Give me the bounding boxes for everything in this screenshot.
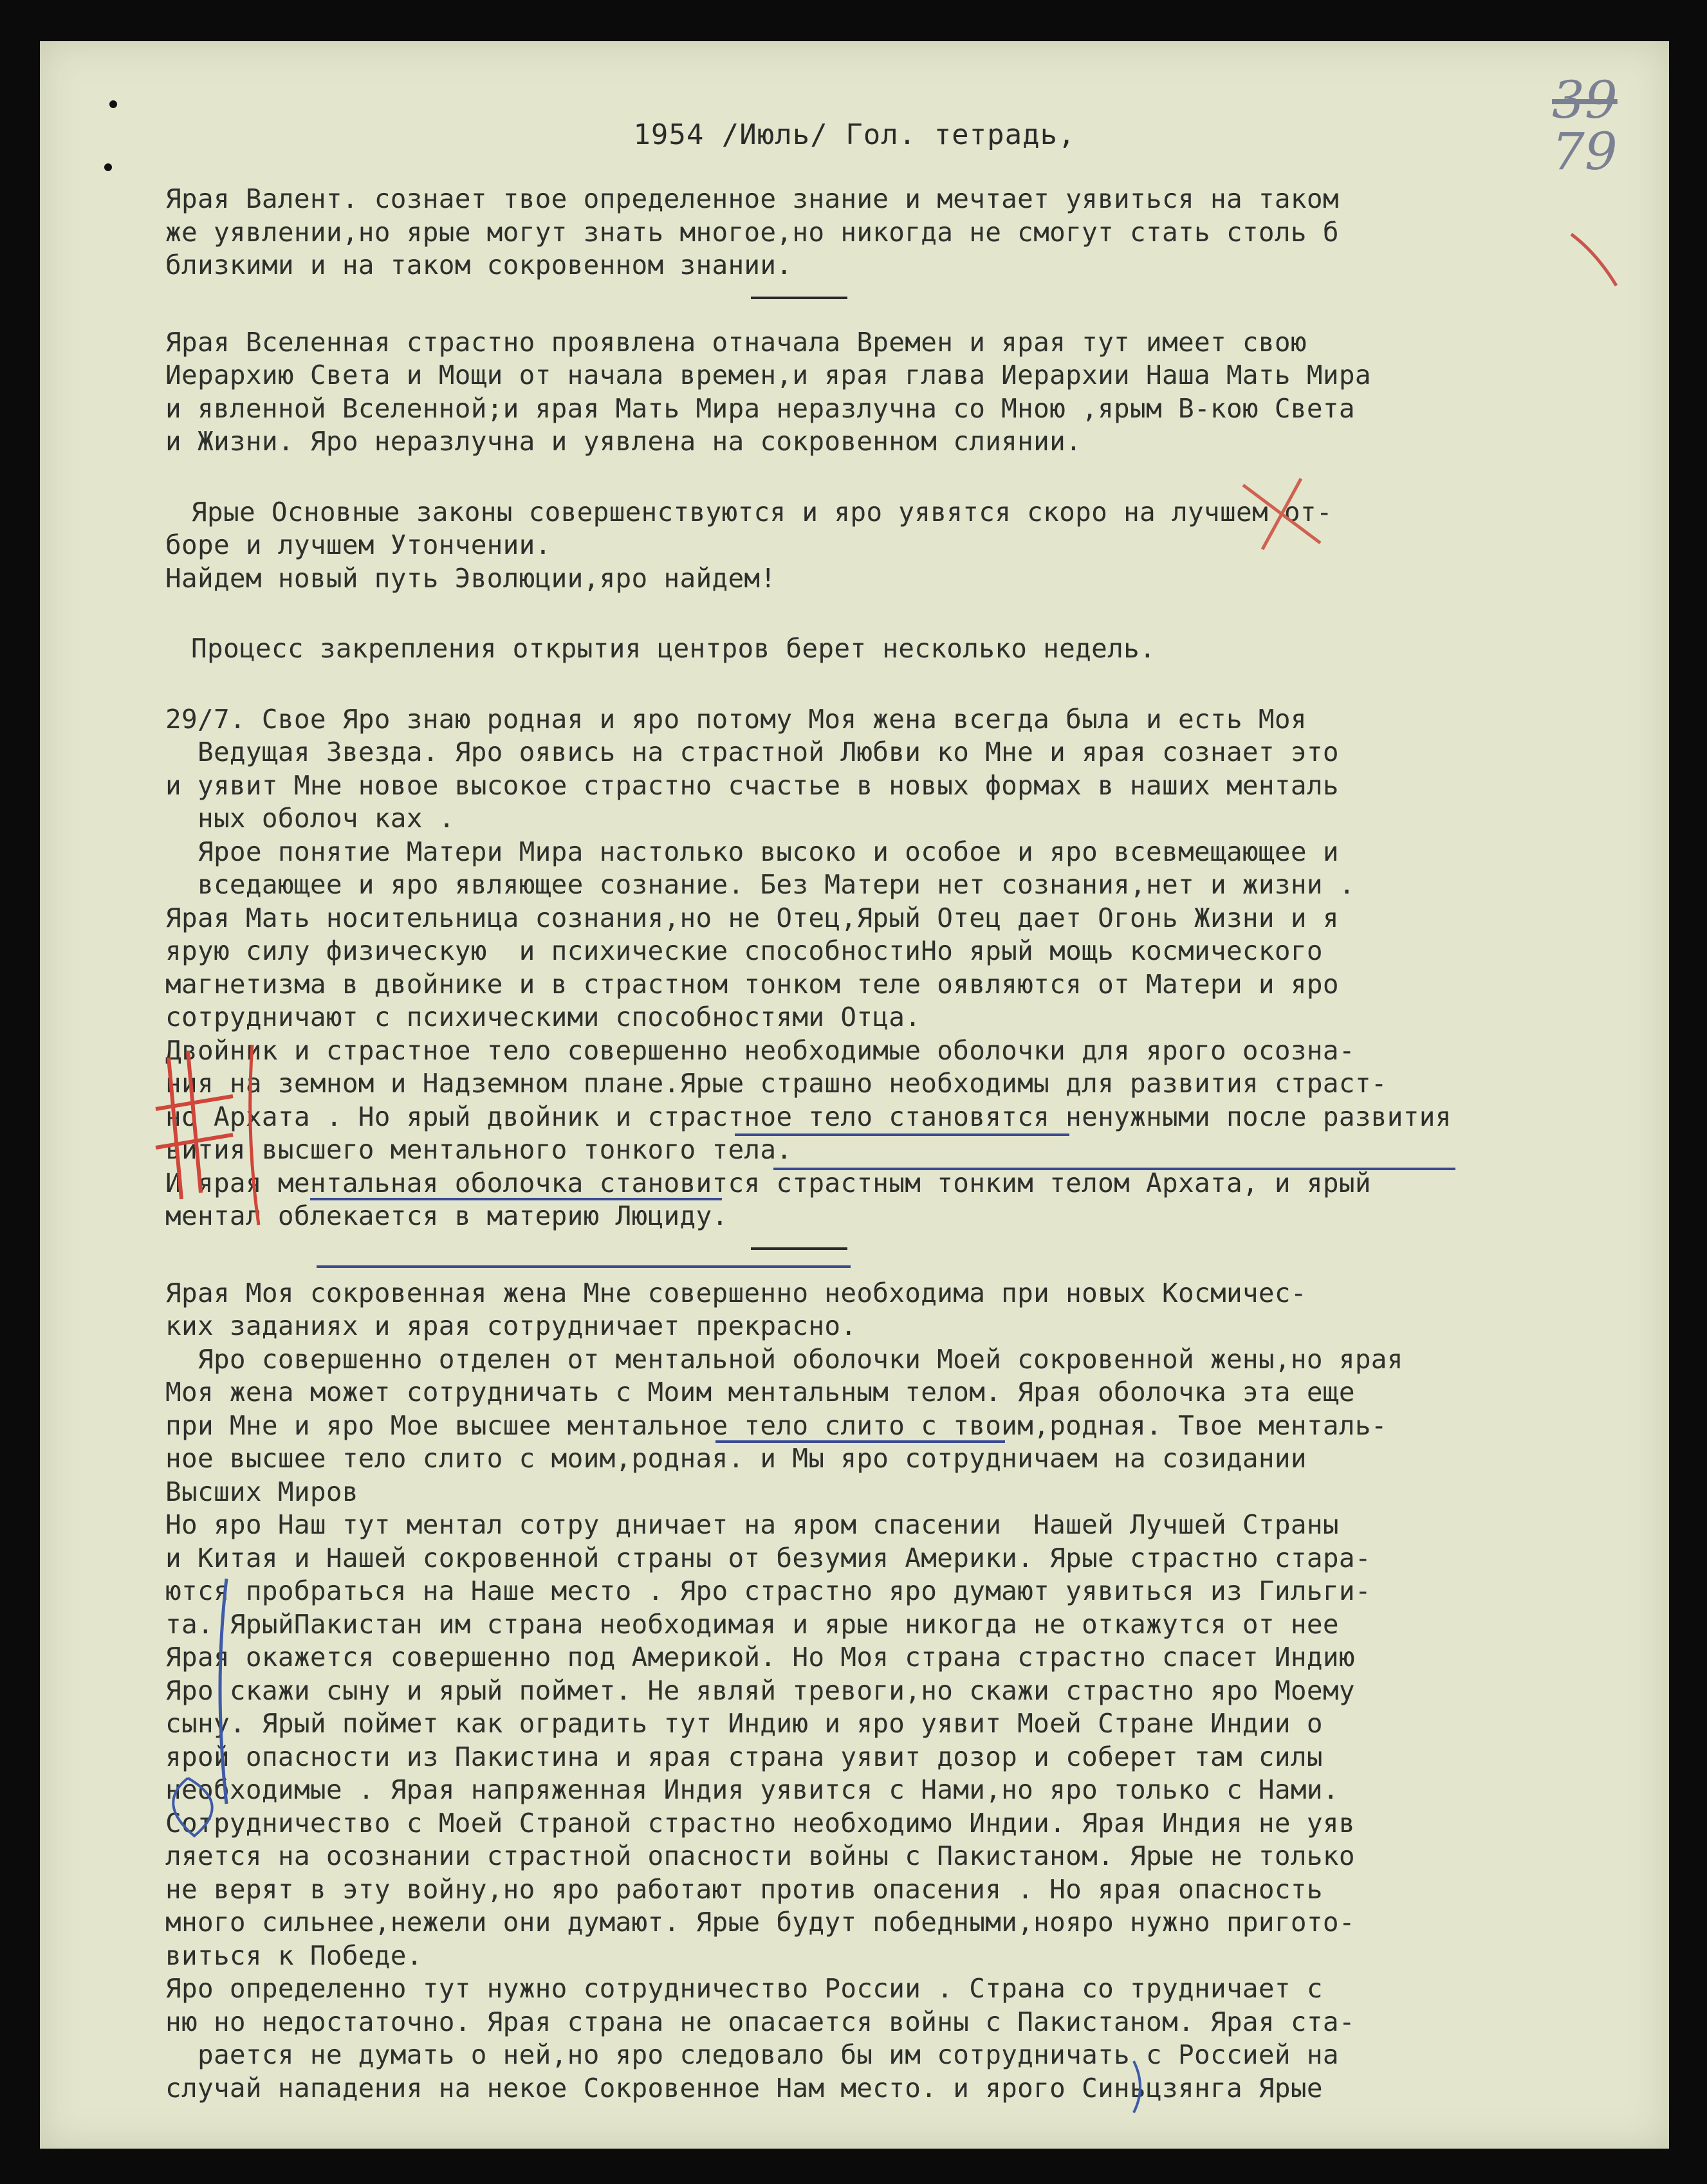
text-line: Высших Миров (165, 1476, 358, 1507)
handwritten-annotations (40, 41, 1669, 2149)
text-line: но Архата . Но ярый двойник и страстное тело становятся ненужными после развития (165, 1101, 1452, 1132)
text-line: ментал облекается в материю Люциду. (165, 1200, 728, 1231)
blue-margin-bracket (220, 1579, 226, 1804)
text-line: Иерархию Света и Мощи от начала времен,и ярая глава Иерархии Наша Мать Мира (165, 360, 1371, 390)
text-line: необходимые . Ярая напряженная Индия уявится с Нами,но яро только с Нами. (165, 1774, 1339, 1805)
text-line: случай нападения на некое Сокровенное Нам место. и ярого Синьцзянга Ярые (165, 2072, 1323, 2104)
text-line: Ярая окажется совершенно под Америкой. Но Моя страна страстно спасет Индию (165, 1642, 1355, 1673)
red-check-mark (1571, 234, 1616, 286)
text-line: Ярая Мать носительница сознания,но не Отец,Ярый Отец дает Огонь Жизни и я (165, 902, 1339, 933)
text-line: Ярые Основные законы совершенствуются и яро уявятся скоро на лучшем от- (191, 496, 1333, 528)
text-line: много сильнее,нежели они думают. Ярые будут победными,ноярo нужно пригото- (165, 1907, 1355, 1938)
text-line: ярую силу физическую и психические способностиНо ярый мощь космического (165, 935, 1323, 966)
text-line: Ведущая Звезда. Яро оявись на страстной Любви ко Мне и ярая сознает это (165, 737, 1339, 767)
text-line: вития высшего ментального тонкого тела. (165, 1134, 793, 1165)
text-line: Яро определенно тут нужно сотрудничество России . Страна со трудничает с (165, 1973, 1323, 2004)
text-line: же уявлении,но ярые могут знать многое,но никогда не смогут стать столь б (165, 216, 1339, 248)
text-line: при Мне и яро Мое высшее ментальное тело слито с твоим,родная. Твое менталь- (165, 1409, 1387, 1441)
text-line: рается не думать о ней,но яро следовало бы им сотрудничать с Россией на (165, 2039, 1339, 2070)
text-line: ния на земном и Надземном плане.Ярые страшно необходимы для развития страст- (165, 1068, 1387, 1099)
page-number: 79 (1552, 122, 1618, 181)
page-title: 1954 /Июль/ Гол. тетрадь, (633, 118, 1076, 151)
text-line: сотрудничают с психическими способностями Отца. (165, 1002, 921, 1032)
text-line: Яро совершенно отделен от ментальной оболочки Моей сокровенной жены,но ярая (165, 1343, 1403, 1375)
text-line: Найдем новый путь Эволюции,яро найдем! (165, 562, 777, 594)
text-line: И ярая ментальная оболочка становится страстным тонким телом Архата, и ярый (165, 1167, 1371, 1198)
text-line: Двойник и страстное тело совершенно необходимые оболочки для ярого осозна- (165, 1034, 1355, 1066)
text-line: Ярая Вселенная страстно проявлена отначала Времен и ярая тут имеет свою (165, 326, 1307, 358)
text-line: виться к Победе. (165, 1940, 423, 1971)
text-line: вседающее и яро являющее сознание. Без Матери нет сознания,нет и жизни . (165, 869, 1355, 900)
text-line: и Жизни. Яро неразлучна и уявлена на сокровенном слиянии. (165, 426, 1082, 457)
blue-margin-mark (173, 1778, 212, 1836)
red-cross-mark (1243, 479, 1320, 549)
text-line: ных оболоч ках . (165, 803, 455, 834)
text-line: ню но недостаточно. Ярая страна не опасается войны с Пакистаном. Ярая ста- (165, 2006, 1355, 2037)
text-line: Ярая Моя сокровенная жена Мне совершенно необходима при новых Космичес- (165, 1277, 1307, 1308)
text-line: сыну. Ярый поймет как оградить тут Индию и яро уявит Моей Стране Индии о (165, 1708, 1323, 1739)
text-line: Яро скажи сыну и ярый поймет. Не являй тревоги,но скажи страстно яро Моему (165, 1675, 1355, 1706)
red-margin-bracket (250, 1045, 259, 1225)
blue-number-mark (1134, 2061, 1140, 2113)
text-line: Моя жена может сотрудничать с Моим ментальным телом. Ярая оболочка эта еще (165, 1377, 1355, 1408)
text-line: ное высшее тело слито с моим,родная. и Мы яро сотрудничаем на созидании (165, 1443, 1307, 1474)
text-line: ляется на осознании страстной опасности войны с Пакистаном. Ярые не только (165, 1840, 1355, 1871)
text-line: ются пробраться на Наше место . Яро страстно яро думают уявиться из Гильги- (165, 1575, 1371, 1606)
text-line: боре и лучшем Утончении. (165, 529, 551, 560)
text-line: та. ЯрыйПакистан им страна необходимая и ярые никогда не откажутся от нее (165, 1608, 1339, 1640)
text-line: Сотрудничество с Моей Страной страстно необходимо Индии. Ярая Индия не уяв (165, 1807, 1355, 1839)
text-line: Ярая Валент. сознает твое определенное знание и мечтает уявиться на таком (165, 183, 1339, 214)
document-sheet (40, 41, 1669, 2149)
text-line: не верят в эту войну,но яро работают против опасения . Но ярая опасность (165, 1873, 1323, 1905)
text-line: и уявит Мне новое высокое страстно счастье в новых формах в наших менталь (165, 769, 1339, 801)
text-line: 29/7. Свое Яро знаю родная и яро потому Моя жена всегда была и есть Моя (165, 703, 1307, 735)
text-line: Но яро Наш тут ментал сотру дничает на яром спасении Нашей Лучшей Страны (165, 1509, 1339, 1540)
text-line: и явленной Вселенной;и ярая Мать Мира неразлучна со Мною ,ярым В-кою Света (165, 392, 1355, 424)
text-line: и Китая и Нашей сокровенной страны от безумия Америки. Ярые страстно стара- (165, 1542, 1371, 1574)
blue-underlines (310, 1135, 1455, 1442)
text-line: близкими и на таком сокровенном знании. (165, 250, 793, 280)
text-line: ких заданиях и ярая сотрудничает прекрасно. (165, 1310, 857, 1341)
text-line: ярой опасности из Пакистина и ярая страна уявит дозор и соберет там силы (165, 1741, 1323, 1772)
red-margin-mark (156, 1051, 233, 1199)
text-line: Процесс закрепления открытия центров берет несколько недель. (191, 633, 1156, 664)
page-number-crossed: 39 (1552, 70, 1618, 130)
text-line: магнетизма в двойнике и в страстном тонком теле оявляются от Матери и яро (165, 968, 1339, 1000)
text-line: Ярое понятие Матери Мира настолько высоко и особое и яро всевмещающее и (165, 836, 1339, 867)
